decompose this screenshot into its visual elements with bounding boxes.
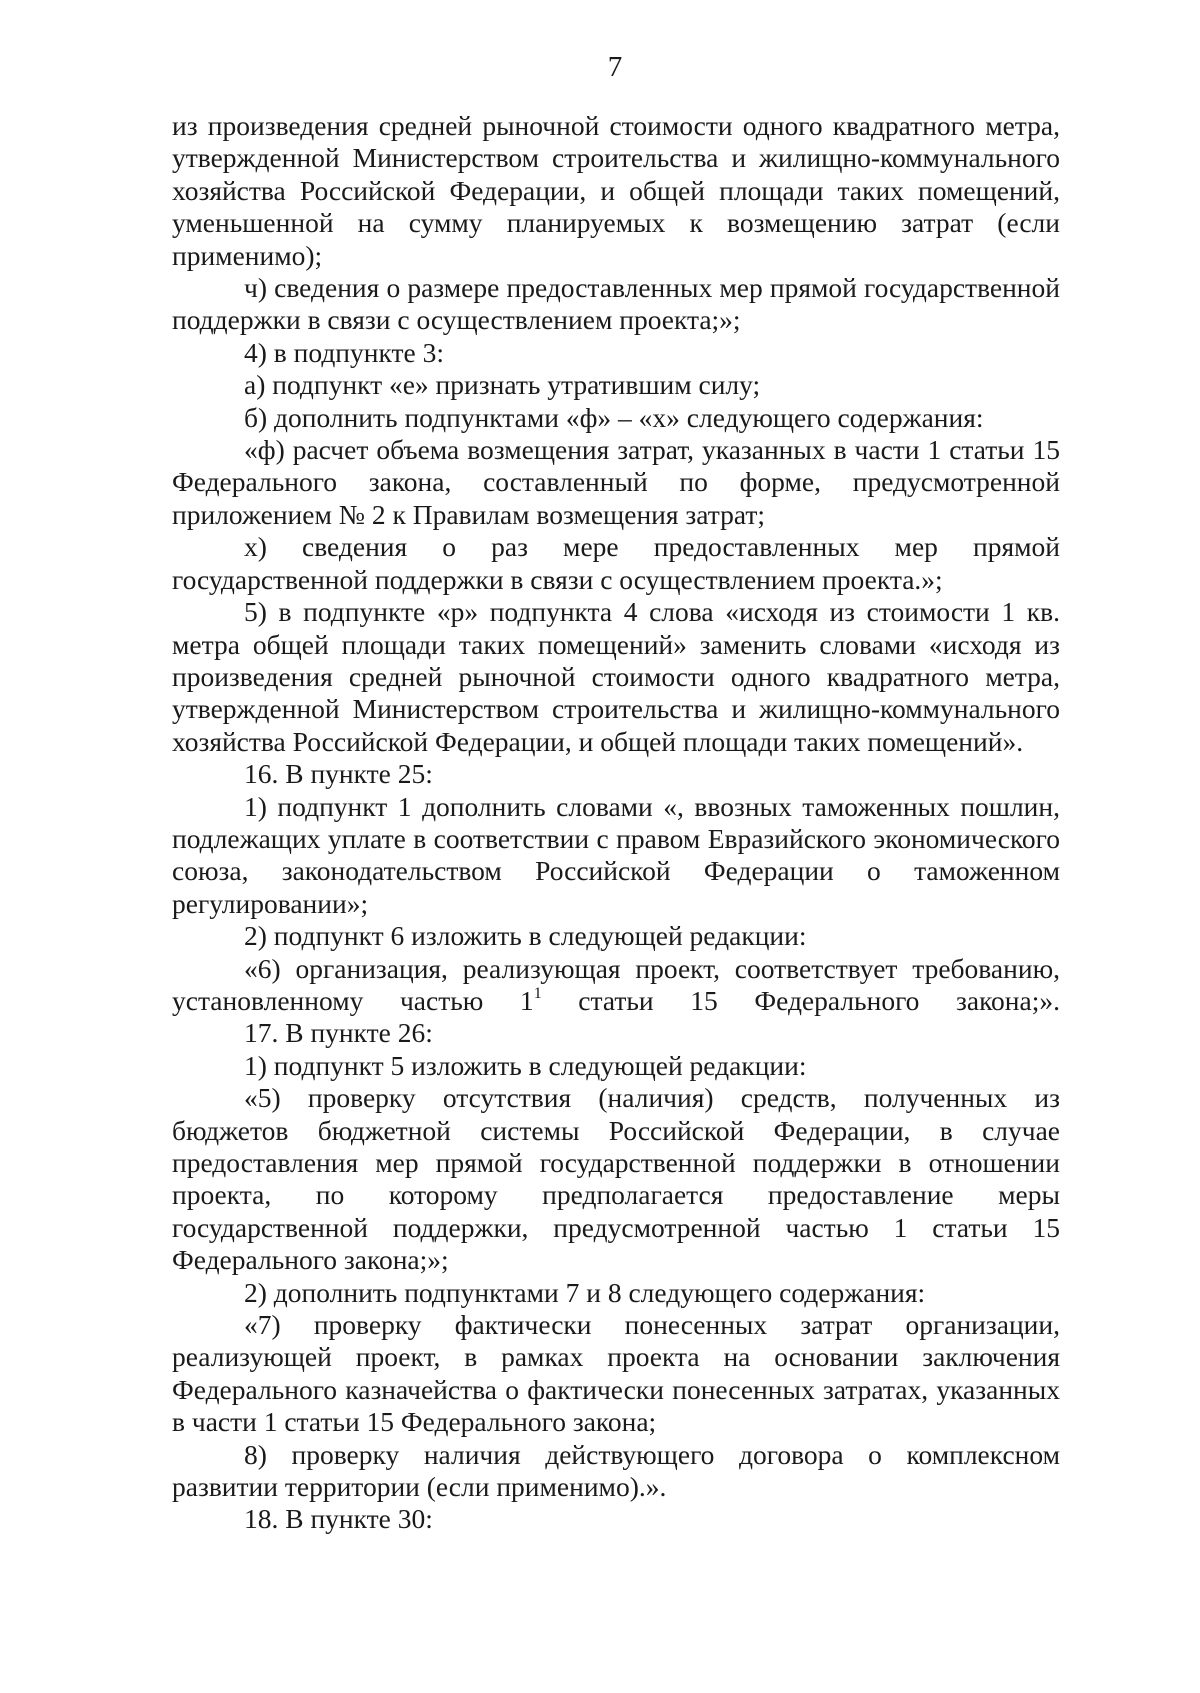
paragraph-item-a: а) подпункт «е» признать утратившим силу; [244, 369, 761, 401]
paragraph-point-17-sub-5-text: «5) проверку отсутствия (наличия) средств, полученных из бюджетов бюджетной системы Российской Федерации, в случае предоставления мер прямой государственной поддержки в отношении проекта, по которому предполагается предоставление меры государственной поддержки, предусмотренной частью 1 статьи 15 Федерального закона;»; [172, 1082, 1060, 1276]
paragraph-point-16-sub-2: 2) подпункт 6 изложить в следующей редакции: [244, 920, 807, 952]
paragraph-text-after-superscript: статьи 15 Федерального закона;». [541, 984, 1060, 1016]
paragraph-continuation: из произведения средней рыночной стоимости одного квадратного метра, утвержденной Министерством строительства и жилищно-коммунального хозяйства Российской Федерации, и общей площади таких помещений, уменьшенной на сумму планируемых к возмещению затрат (если применимо); [172, 110, 1060, 271]
paragraph-point-17-sub-2: 2) дополнить подпунктами 7 и 8 следующего содержания: [244, 1276, 926, 1308]
paragraph-point-16-sub-1: 1) подпункт 1 дополнить словами «, ввозных таможенных пошлин, подлежащих уплате в соответствии с правом Евразийского экономического союза, законодательством Российской Федерации о таможенном регулировании»; [172, 790, 1060, 919]
paragraph-point-17-sub-1: 1) подпункт 5 изложить в следующей редакции: [244, 1049, 807, 1081]
paragraph-point-17-sub-8-text: 8) проверку наличия действующего договора о комплексном развитии территории (если применимо).». [172, 1438, 1060, 1503]
paragraph-point-17: 17. В пункте 26: [244, 1017, 433, 1049]
paragraph-subpoint-5: 5) в подпункте «р» подпункта 4 слова «исходя из стоимости 1 кв. метра общей площади таких помещений» заменить словами «исходя из произведения средней рыночной стоимости одного квадратного метра, утвержденной Министерством строительства и жилищно-коммунального хозяйства Российской Федерации, и общей площади таких помещений». [172, 596, 1060, 757]
paragraph-item-ch: ч) сведения о размере предоставленных мер прямой государственной поддержки в связи с осуществлением проекта;»; [172, 272, 1060, 336]
paragraph-point-16: 16. В пункте 25: [244, 758, 433, 790]
paragraph-point-18: 18. В пункте 30: [244, 1503, 433, 1535]
document-body [172, 110, 1060, 1536]
superscript: 1 [533, 984, 542, 1002]
paragraph-point-17-sub-7-text: «7) проверку фактически понесенных затрат организации, реализующей проект, в рамках проекта на основании заключения Федерального казначейства о фактически понесенных затратах, указанных в части 1 статьи 15 Федерального закона; [172, 1309, 1060, 1438]
page-number: 7 [607, 51, 623, 83]
paragraph-item-f: «ф) расчет объема возмещения затрат, указанных в части 1 статьи 15 Федерального закона, составленный по форме, предусмотренной приложением № 2 к Правилам возмещения затрат; [172, 434, 1060, 530]
paragraph-subpoint-4: 4) в подпункте 3: [244, 336, 444, 368]
paragraph-item-kh: х) сведения о раз мере предоставленных мер прямой государственной поддержки в связи с осуществлением проекта.»; [172, 531, 1060, 595]
paragraph-item-b: б) дополнить подпунктами «ф» – «х» следующего содержания: [244, 401, 984, 433]
paragraph-text-before-superscript: «6) организация, реализующая проект, соответствует требованию, установленному частью 1 [172, 952, 1060, 1016]
paragraph-point-16-sub-6-text [172, 953, 1060, 1018]
